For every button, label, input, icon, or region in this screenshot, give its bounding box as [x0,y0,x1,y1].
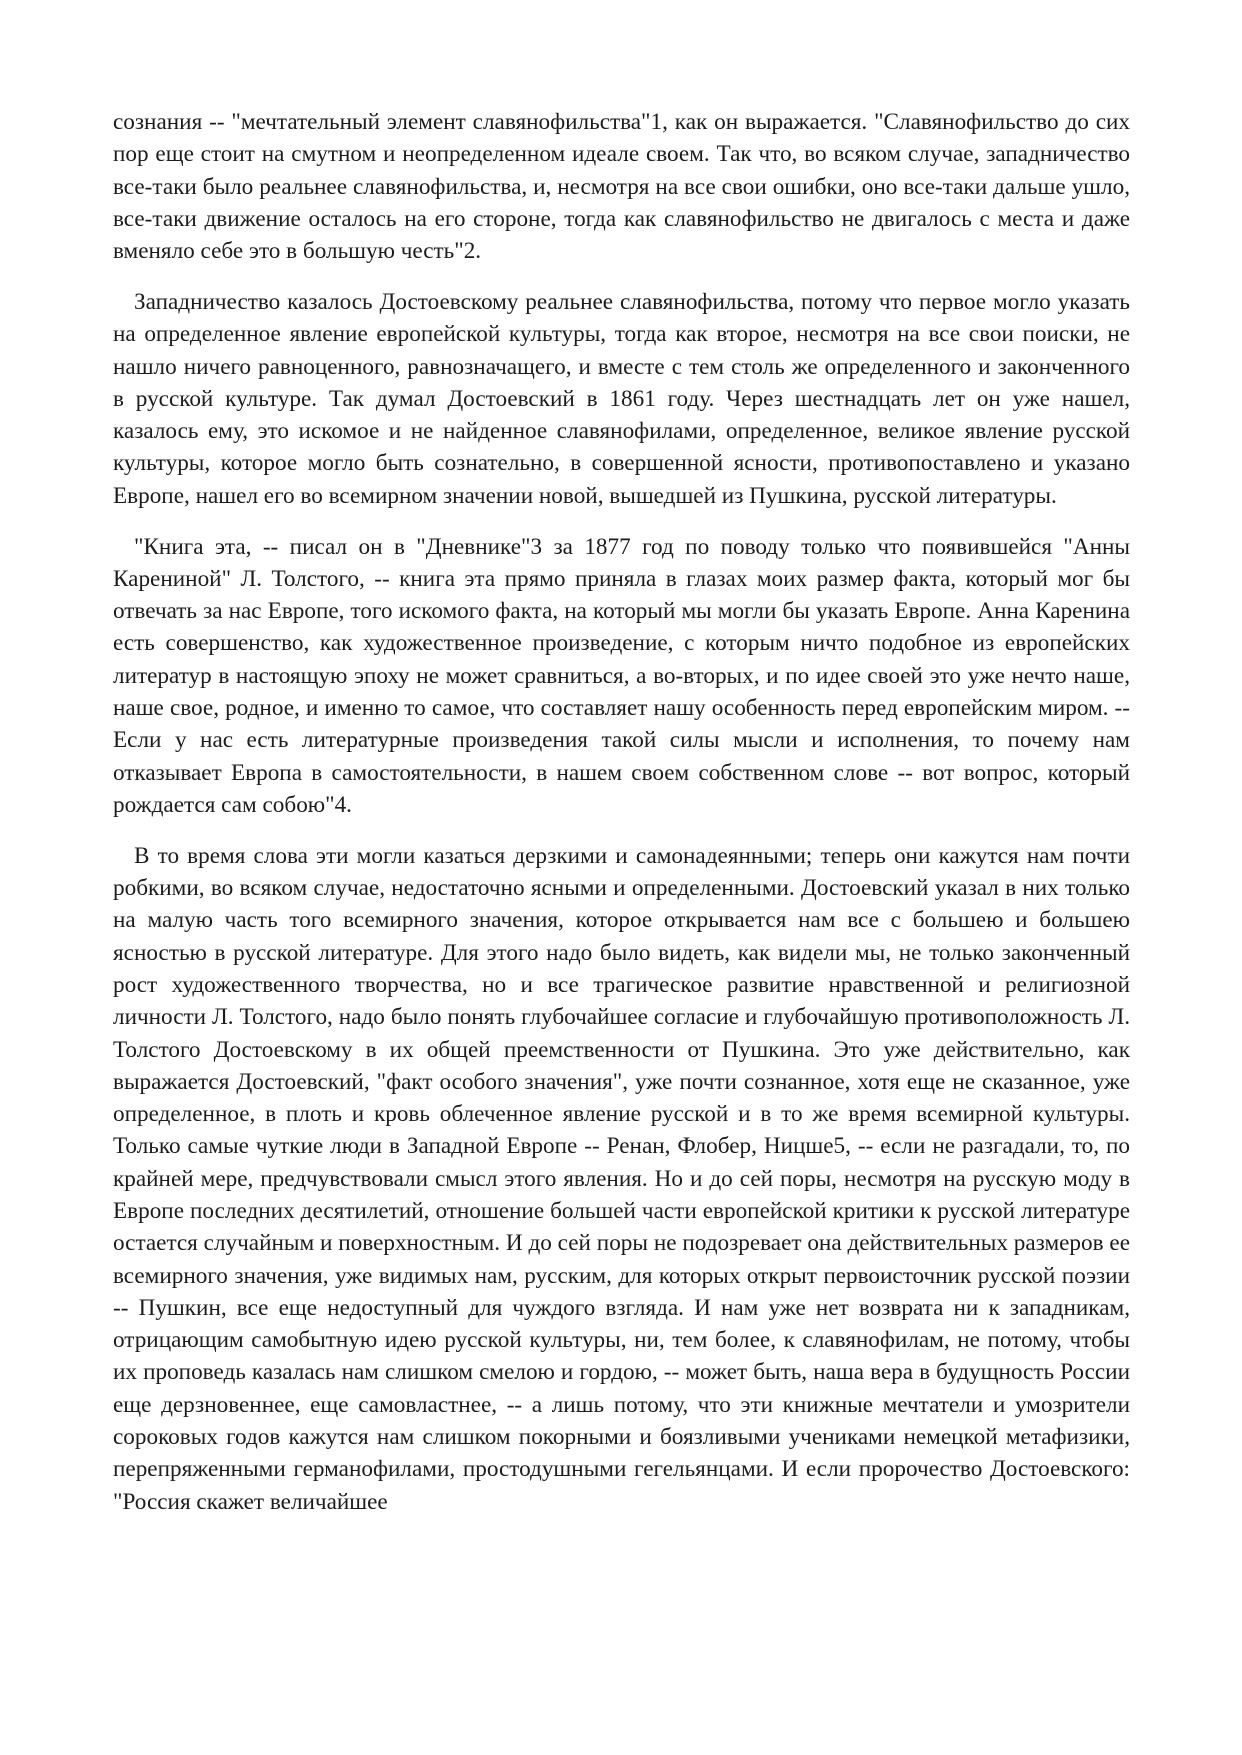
document-page [113,106,1130,1536]
paragraph-1: сознания -- "мечтательный элемент славянофильства"1, как он выражается. "Славянофильство до сих пор еще стоит на смутном и неопределенном идеале своем. Так что, во всяком случае, западничество все-таки было реальнее славянофильства, и, несмотря на все свои ошибки, оно все-таки дальше ушло, все-таки движение осталось на его стороне, тогда как славянофильство не двигалось с места и даже вменяло себе это в большую честь"2. [113,109,1130,265]
paragraph-4: В то время слова эти могли казаться дерзкими и самонадеянными; теперь они кажутся нам почти робкими, во всяком случае, недостаточно ясными и определенными. Достоевский указал в них только на малую часть того всемирного значения, которое открывается нам все с большею и большею ясностью в русской литературе. Для этого надо было видеть, как видели мы, не только законченный рост художественного творчества, но и все трагическое развитие нравственной и религиозной личности Л. Толстого, надо было понять глубочайшее согласие и глубочайшую противоположность Л. Толстого Достоевскому в их общей преемственности от Пушкина. Это уже действительно, как выражается Достоевский, "факт особого значения", уже почти сознанное, хотя еще не сказанное, уже определенное, в плоть и кровь облеченное явление русской и в то же время всемирной культуры. Только самые чуткие люди в Западной Европе -- Ренан, Флобер, Ницше5, -- если не разгадали, то, по крайней мере, предчувствовали смысл этого явления. Но и до сей поры, несмотря на русскую моду в Европе последних десятилетий, отношение большей части европейской критики к русской литературе остается случайным и поверхностным. И до сей поры не подозревает она действительных размеров ее всемирного значения, уже видимых нам, русским, для которых открыт первоисточник русской поэзии -- Пушкин, все еще недоступный для чуждого взгляда. И нам уже нет возврата ни к западникам, отрицающим самобытную идею русской культуры, ни, тем более, к славянофилам, не потому, чтобы их проповедь казалась нам слишком смелою и гордою, -- может быть, наша вера в будущность России еще дерзновеннее, еще самовластнее, -- а лишь потому, что эти книжные мечтатели и умозрители сороковых годов кажутся нам слишком покорными и боязливыми учениками немецкой метафизики, перепряженными германофилами, простодушными гегельянцами. И если пророчество Достоевского: "Россия скажет величайшее [113,842,1130,1515]
paragraph-3: "Книга эта, -- писал он в "Дневнике"3 за 1877 год по поводу только что появившейся "Анны Карениной" Л. Толстого, -- книга эта прямо приняла в глазах моих размер факта, который мог бы отвечать за нас Европе, того искомого факта, на который мы могли бы указать Европе. Анна Каренина есть совершенство, как художественное произведение, с которым ничто подобное из европейских литератур в настоящую эпоху не может сравниться, а во-вторых, и по идее своей это уже нечто наше, наше свое, родное, и именно то самое, что составляет нашу особенность перед европейским миром. -- Если у нас есть литературные произведения такой силы мысли и исполнения, то почему нам отказывает Европа в самостоятельности, в нашем своем собственном слове -- вот вопрос, который рождается сам собою"4. [113,533,1130,818]
paragraph-2: Западничество казалось Достоевскому реальнее славянофильства, потому что первое могло указать на определенное явление европейской культуры, тогда как второе, несмотря на все свои поиски, не нашло ничего равноценного, равнозначащего, и вместе с тем столь же определенного и законченного в русской культуре. Так думал Достоевский в 1861 году. Через шестнадцать лет он уже нашел, казалось ему, это искомое и не найденное славянофилами, определенное, великое явление русской культуры, которое могло быть сознательно, в совершенной ясности, противопоставлено и указано Европе, нашел его во всемирном значении новой, вышедшей из Пушкина, русской литературы. [113,288,1130,509]
